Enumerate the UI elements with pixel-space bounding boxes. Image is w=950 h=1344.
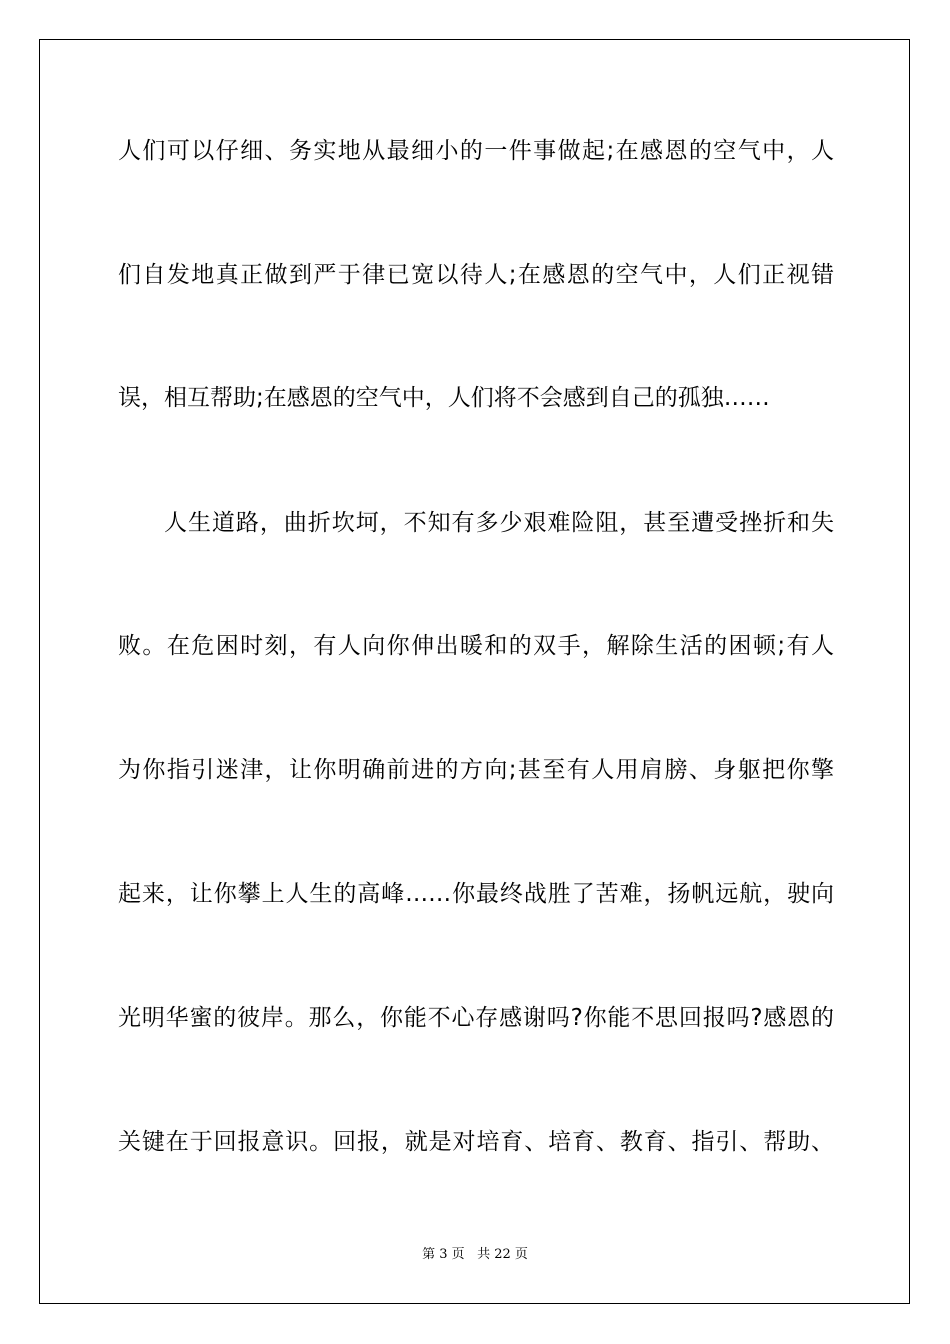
text-line-3: 误，相互帮助;在感恩的空气中，人们将不会感到自己的孤独……: [118, 385, 770, 411]
page-number: 第 3 页: [422, 1247, 465, 1262]
page-border: [39, 39, 910, 1304]
text-line-9: 关键在于回报意识。回报，就是对培育、培育、教育、指引、帮助、: [118, 1129, 834, 1155]
text-line-5: 败。在危困时刻，有人向你伸出暖和的双手，解除生活的困顿;有人: [118, 633, 834, 659]
text-line-1: 人们可以仔细、务实地从最细小的一件事做起;在感恩的空气中，人: [118, 138, 834, 164]
text-line-8: 光明华蜜的彼岸。那么，你能不心存感谢吗?你能不思回报吗?感恩的: [118, 1005, 834, 1031]
text-line-6: 为你指引迷津，让你明确前进的方向;甚至有人用肩膀、身躯把你擎: [118, 757, 834, 783]
text-line-2: 们自发地真正做到严于律已宽以待人;在感恩的空气中，人们正视错: [118, 262, 834, 288]
text-line-7: 起来，让你攀上人生的高峰……你最终战胜了苦难，扬帆远航，驶向: [118, 881, 834, 907]
text-line-4: 人生道路，曲折坎坷，不知有多少艰难险阻，甚至遭受挫折和失: [164, 510, 834, 536]
page-footer: [0, 1247, 950, 1263]
page-total: 共 22 页: [477, 1247, 528, 1262]
